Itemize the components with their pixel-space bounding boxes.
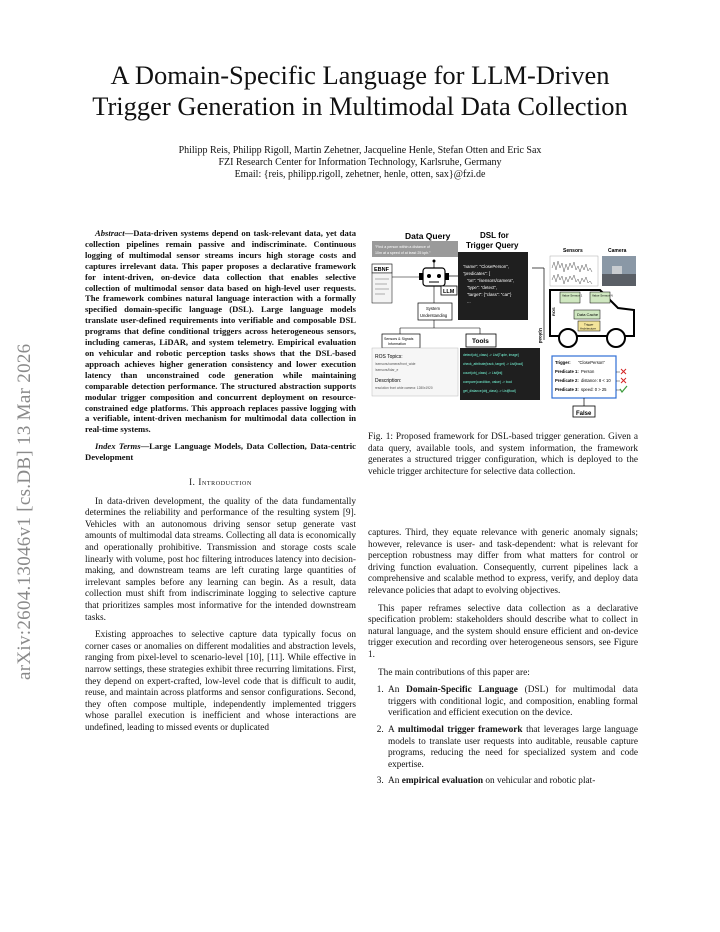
fig-tool-2: check_attribute(track, target) -> List[bool]: [463, 362, 524, 366]
fig-dsl-title-2: Trigger Query: [466, 241, 519, 250]
fig-sensors-label: Sensors: [563, 248, 583, 254]
fig-tool-3: count(obj_class) -> List[int]: [463, 371, 503, 375]
arxiv-identifier: arXiv:2604.13046v1 [cs.DB] 13 Mar 2026: [14, 343, 35, 680]
fig-pred3-label: Predicate 3:: [555, 387, 579, 392]
fig-tools-label: Tools: [472, 338, 489, 345]
fig-sensors-signals-1: Sensors & Signals: [384, 337, 414, 341]
fig-desc-text: resolution front wide camera: 1280x1920: [375, 386, 433, 390]
index-terms-label: Index Terms: [95, 441, 141, 452]
fig-sensors-signals-2: Information: [388, 342, 406, 346]
fig-query-text-2: 10m at a speed of at least 25 kph.": [375, 251, 431, 255]
fig-trigger-arch-2: Architecture: [580, 326, 597, 331]
fig-pred2-label: Predicate 2:: [555, 378, 579, 383]
contrib-3-pre: An: [388, 776, 402, 787]
fig-upload-label: Upload: [538, 328, 543, 344]
index-terms-text: —Large Language Models, Data Collection, Data-centric Development: [85, 441, 356, 463]
abstract: [85, 228, 356, 435]
fig-pred1-value: Person: [581, 369, 595, 374]
fig-camera-label: Camera: [608, 248, 627, 254]
intro-paragraph-2: Existing approaches to selective capture data typically focus on corner cases or anomalies on different modalities and abstraction levels, ranging from pixel-level to scenario-level [10], [11]. While effective in narrow settings, these strategies exhibit three recurring limitations. First, they depend on expert-crafted, low-level code that is difficult to audit, reuse, and maintain across platforms and sensor configurations. Second, they often compose multiple, independently implemented triggers whose parallel execution is inefficient and whose interactions are undefined, leading to missed events or duplicated: [85, 630, 356, 733]
fig-trigger-arch-1: Trigger: [584, 322, 594, 327]
contrib-1-post: (DSL) for multimodal data triggers with conditional logic, and composition, enabling formal verification and efficient execution on the device.: [388, 685, 638, 719]
left-column: [85, 228, 356, 741]
fig-pred2-value: distance: 8 < 10: [581, 378, 611, 383]
fig-tool-1: detect(obj_class) -> List[Tuple, image]: [463, 353, 519, 357]
author-names: Philipp Reis, Philipp Rigoll, Martin Zehetner, Jacqueline Henle, Stefan Otten and Eric Sax: [178, 145, 542, 156]
fig-tool-5: get_distance(obj_class) -> List[float]: [463, 389, 516, 393]
fig-description: Description:: [375, 378, 402, 384]
title-line-1: A Domain-Specific Language for LLM-Driven: [110, 60, 610, 90]
list-item: [386, 776, 638, 788]
fig-tool-4: compare(condition, value) -> bool: [463, 380, 513, 384]
fig-topic-1: /sensors/camera/front_wide: [375, 362, 416, 366]
fig-trigger-value: "ClosePerson": [578, 360, 605, 365]
email-line: Email: {reis, philipp.rigoll, zehetner, henle, otten, sax}@fzi.de: [234, 169, 486, 180]
fig-json-predicates: "predicates": [: [463, 271, 491, 276]
right-column: [368, 528, 638, 793]
fig-value-sensor-1: Value Sensor 1: [562, 293, 583, 298]
list-item: [386, 725, 638, 771]
fig-pred1-label: Predicate 1:: [555, 369, 579, 374]
fig-json-on: "on": "/sensors/camera",: [467, 278, 515, 283]
fig-json-type: "type": "detect",: [467, 285, 498, 290]
right-paragraph-2: This paper reframes selective data collection as a declarative specification problem: stakeholders should describe what to collect in natural language, and the system should ensure efficient and on-device trigger execution and recording over heterogeneous sensors, see Figure 1.: [368, 603, 638, 660]
abstract-label: Abstract: [95, 228, 125, 238]
fig-topic-2: /sensors/lidar_e: [375, 368, 399, 372]
contrib-1-bold: Domain-Specific Language: [406, 685, 518, 696]
section-heading-introduction: I. Introduction: [189, 477, 252, 488]
contrib-3-bold: empirical evaluation: [401, 776, 484, 787]
fig-data-cache: Data Cache: [577, 312, 599, 317]
fig-trigger-label: Trigger:: [555, 360, 571, 365]
fig-dsl-title-1: DSL for: [480, 231, 509, 240]
list-item: [386, 685, 638, 720]
fig-ebnf-label: EBNF: [374, 267, 389, 273]
affiliation: FZI Research Center for Information Technology, Karlsruhe, Germany: [218, 157, 502, 168]
title-line-2: Trigger Generation in Multimodal Data Collection: [92, 91, 628, 121]
fig-system-understanding-1: System: [426, 306, 440, 311]
fig-llm-label: LLM: [443, 289, 455, 295]
paper-title: [60, 60, 660, 122]
contrib-3-post: on vehicular and robotic plat-: [483, 776, 596, 787]
fig-json-name: "name": "ClosePerson",: [463, 264, 510, 269]
fig-ros-label: ROS: [551, 307, 556, 316]
contrib-1-pre: An: [388, 685, 407, 696]
index-terms: [85, 441, 356, 463]
contrib-2-pre: A: [388, 724, 398, 735]
fig-system-understanding-2: Understanding: [420, 313, 448, 318]
intro-paragraph-1: In data-driven development, the quality of the data fundamentally determines the reliability and performance of the resulting system [9]. Vehicles with an autonomous driving sensor setup generate vast amounts of multimodal data streams. Collecting all data is economically and operationally prohibitive. Transmission and storage costs scale linearly with volume, post hoc filtering introduces latency into decision-making, and downstream teams are left curating large quantities of irrelevant samples before any learning can begin. As a result, data collection must shift from indiscriminate logging to selective capture that prioritizes samples most informative for the intended downstream tasks.: [85, 496, 356, 623]
fig-false-label: False: [576, 411, 592, 417]
fig-ros-topics: ROS Topics:: [375, 354, 403, 360]
contrib-2-bold: multimodal trigger framework: [397, 724, 523, 735]
abstract-text: —Data-driven systems depend on task-relevant data, yet data collection pipelines remain passive and indiscriminate. Continuous logging of multimodal sensor streams incurs high storage costs and captures irrelevant data. This paper proposes a declarative framework for intent-driven, on-device data collection that enables selective collection of multimodal sensor data based on high-level user requests. The framework combines natural language interaction with a formally specified domain-specific language (DSL). Large language models translate user-defined requirements into verifiable and composable DSL programs that define conditional triggers across heterogeneous sensors, including cameras, LiDAR, and system telemetry. Empirical evaluation on vehicular and robotic perception tasks shows that the DSL-based approach achieves higher generation consistency and lower execution latency than unconstrained code generation while maintaining comparable detection performance. The structured abstraction supports modular trigger composition and concurrent deployment on resource-constrained edge platforms. This approach replaces passive logging with a verifiable, intent-driven mechanism for multimodal data collection in real-time systems.: [85, 228, 356, 435]
fig-data-query-title: Data Query: [405, 231, 451, 241]
right-paragraph-3: The main contributions of this paper are:: [378, 667, 530, 678]
fig-pred3-value: speed: 0 > 25: [581, 387, 607, 392]
framework-figure: [368, 228, 638, 426]
contrib-2-post: that leverages large language models to translate user requests into auditable, reusable capture programs, reducing the need for specialized system and code expertise.: [388, 724, 638, 770]
contributions-list: [368, 685, 638, 788]
fig-json-target: "target": {"class": "car"}: [467, 292, 512, 297]
author-block: [60, 145, 660, 181]
fig-query-text-1: "Find a person within a distance of: [375, 245, 430, 249]
fig-value-sensor-n: Value Sensor N: [592, 293, 613, 298]
fig-json-close: ...: [467, 299, 471, 304]
wheel-icon: [607, 329, 625, 347]
wheel-icon: [559, 329, 577, 347]
figure-caption: Fig. 1: Proposed framework for DSL-based trigger generation. Given a data query, available tools, and system information, the framework generates a structured trigger configuration, which is deployed to the vehicle trigger architecture for selective data collection.: [368, 432, 638, 477]
right-paragraph-1: captures. Third, they equate relevance with generic anomaly signals; however, relevance is user- and task-dependent: what is relevant for perception robustness may differ from what matters for control or driving function evaluation. Consequently, current pipelines lack a comprehensive and scalable method to express, verify, and deploy data relevance policies that adapt to evolving objectives.: [368, 528, 638, 596]
